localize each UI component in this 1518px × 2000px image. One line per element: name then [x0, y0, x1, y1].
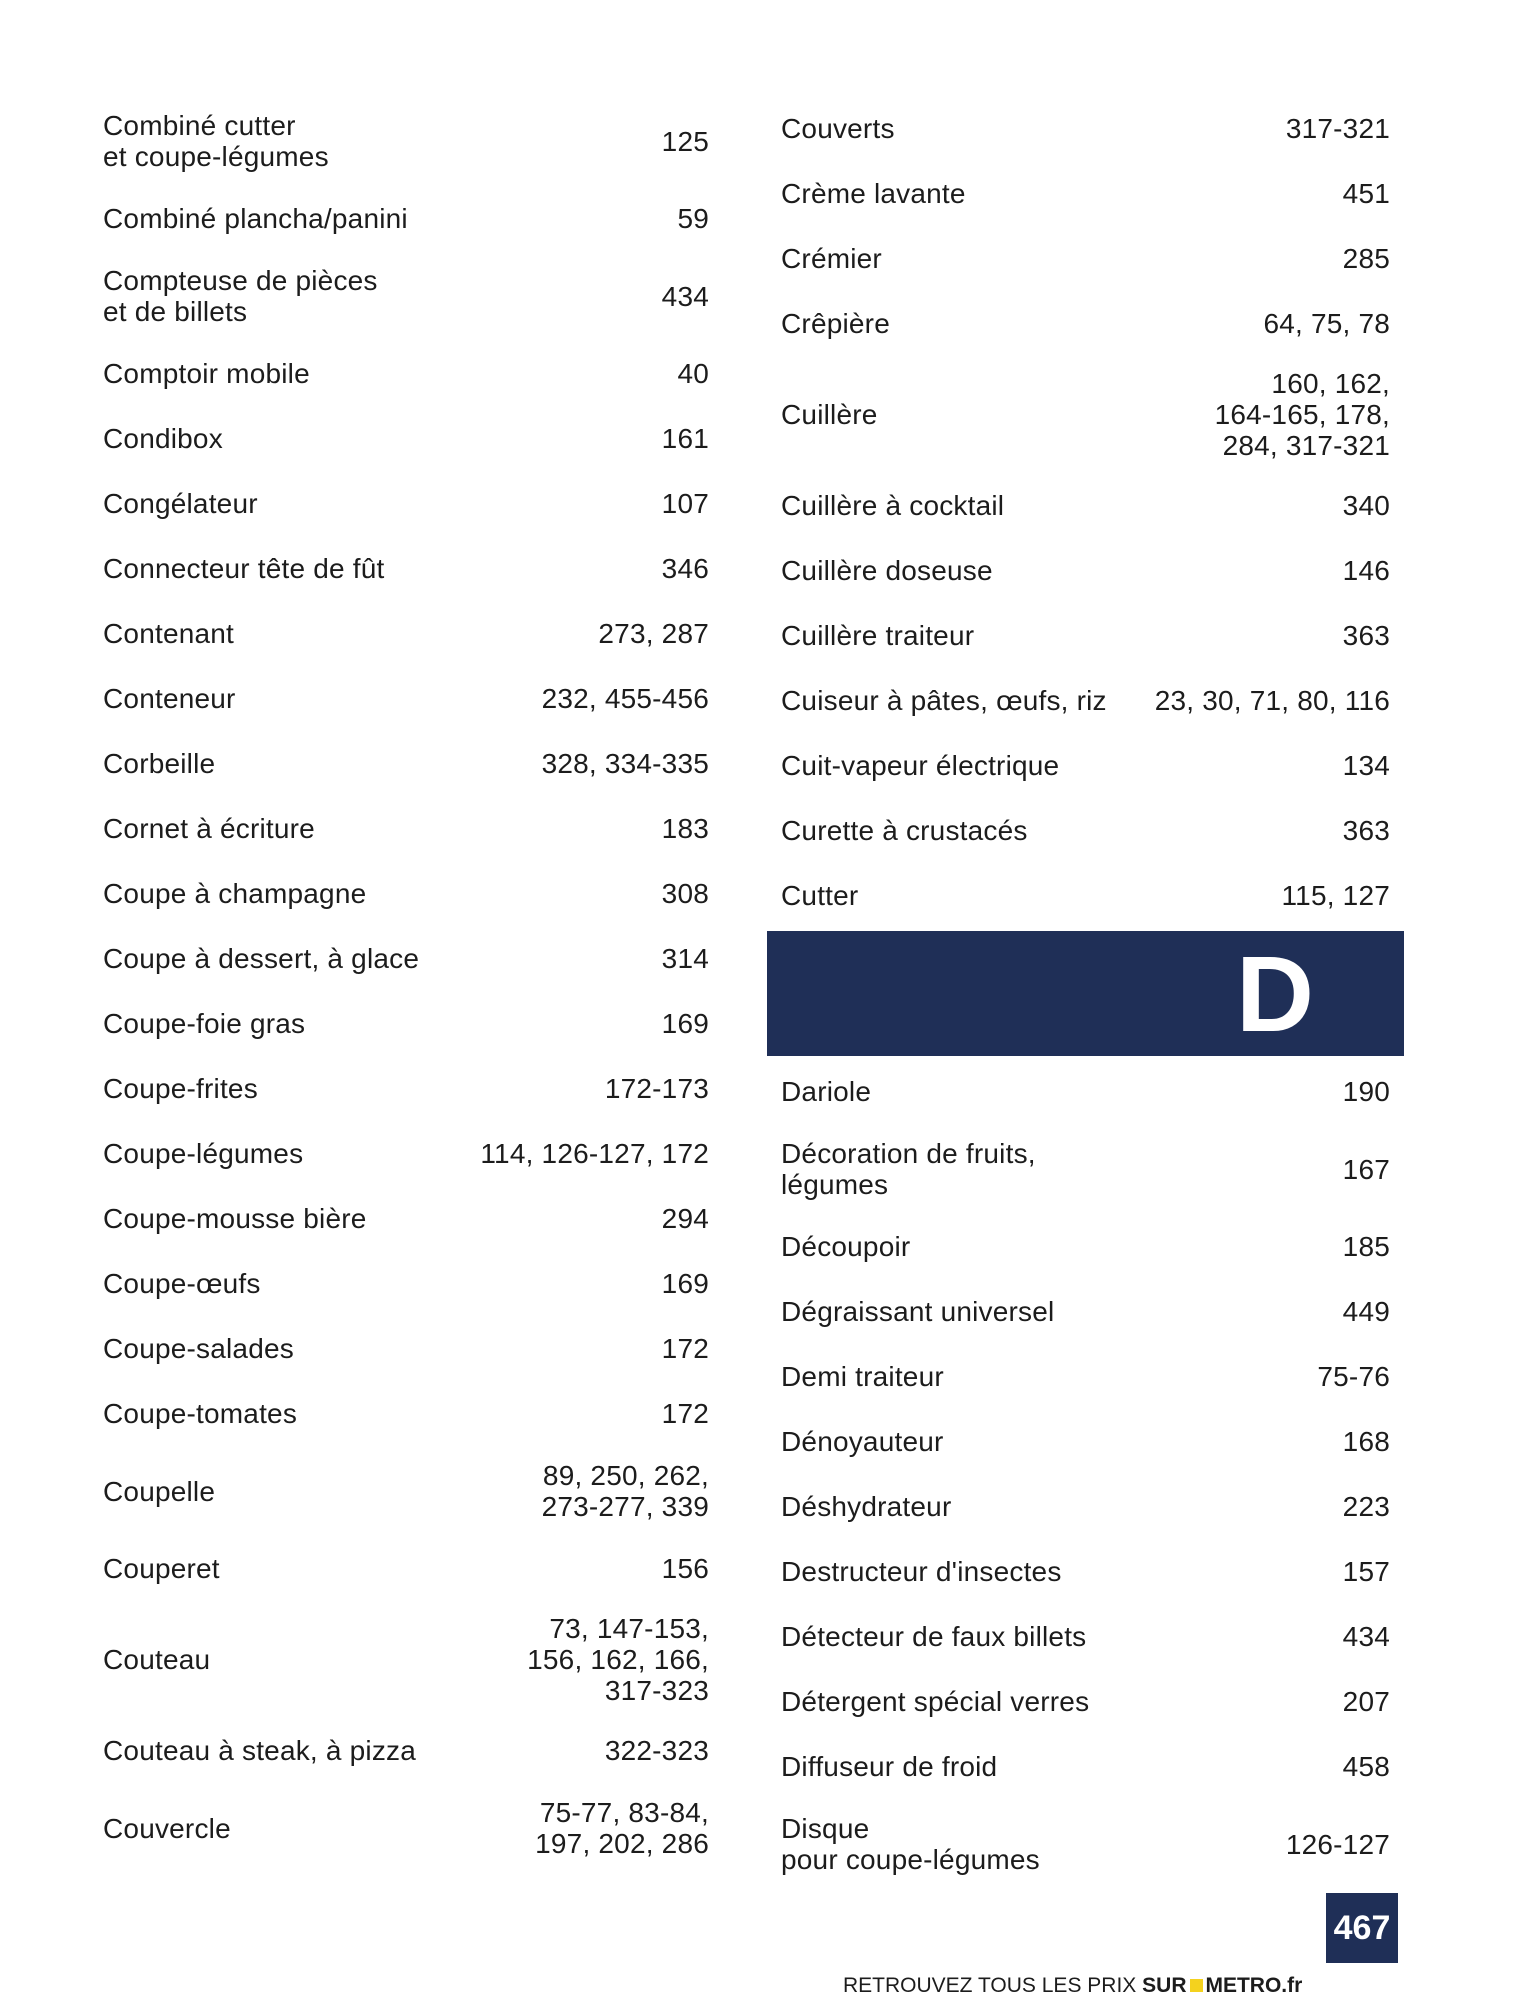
index-pages: 89, 250, 262, 273-277, 339 — [541, 1460, 709, 1522]
index-term: Coupe-tomates — [103, 1398, 298, 1429]
footer-tagline — [843, 1972, 1302, 2000]
index-term: Dénoyauteur — [781, 1426, 944, 1457]
index-term: Combiné cutter et coupe-légumes — [103, 110, 329, 172]
index-term: Couteau — [103, 1644, 211, 1675]
index-term: Couperet — [103, 1553, 220, 1584]
index-pages: 183 — [661, 813, 709, 844]
index-term: Coupe-mousse bière — [103, 1203, 367, 1234]
index-term: Dariole — [781, 1076, 872, 1107]
index-pages: 190 — [1342, 1076, 1390, 1107]
index-pages: 322-323 — [604, 1735, 709, 1766]
index-pages: 314 — [661, 943, 709, 974]
index-term: Comptoir mobile — [103, 358, 310, 389]
metro-logo-icon — [1190, 1979, 1203, 1992]
index-entry — [781, 668, 1390, 733]
index-pages: 185 — [1342, 1231, 1390, 1262]
index-pages: 232, 455-456 — [541, 683, 709, 714]
section-letter: D — [1236, 933, 1314, 1054]
index-pages: 40 — [677, 358, 709, 389]
index-entry — [103, 1381, 709, 1446]
index-pages: 172 — [661, 1398, 709, 1429]
index-pages: 167 — [1342, 1153, 1390, 1185]
index-term: Coupe à champagne — [103, 878, 367, 909]
index-entry — [781, 96, 1390, 161]
footer-sur: SUR — [1142, 1974, 1187, 1997]
index-pages: 328, 334-335 — [541, 748, 709, 779]
index-entry — [781, 1409, 1390, 1474]
index-pages: 340 — [1342, 490, 1390, 521]
index-term: Cuillère à cocktail — [781, 490, 1005, 521]
index-term: Cuit-vapeur électrique — [781, 750, 1060, 781]
index-entry — [103, 1446, 709, 1536]
index-term: Demi traiteur — [781, 1361, 944, 1392]
index-term: Coupe-salades — [103, 1333, 294, 1364]
index-pages: 146 — [1342, 555, 1390, 586]
index-term: Détergent spécial verres — [781, 1686, 1090, 1717]
index-term: Coupe-foie gras — [103, 1008, 306, 1039]
index-entry — [103, 471, 709, 536]
index-term: Déshydrateur — [781, 1491, 952, 1522]
index-pages: 169 — [661, 1268, 709, 1299]
index-pages: 434 — [661, 280, 709, 312]
page-number: 467 — [1326, 1893, 1398, 1963]
index-term: Coupe-œufs — [103, 1268, 261, 1299]
index-pages: 23, 30, 71, 80, 116 — [1154, 685, 1390, 716]
index-pages: 126-127 — [1285, 1828, 1390, 1860]
index-term: Couverts — [781, 113, 895, 144]
index-entry — [103, 991, 709, 1056]
index-term: Couvercle — [103, 1812, 231, 1844]
index-term: Décoration de fruits, légumes — [781, 1138, 1036, 1200]
index-entry — [781, 1214, 1390, 1279]
index-pages: 172 — [661, 1333, 709, 1364]
index-term: Curette à crustacés — [781, 815, 1028, 846]
index-entry — [103, 536, 709, 601]
index-term: Cuillère — [781, 399, 878, 430]
index-entry — [103, 731, 709, 796]
index-entry — [781, 863, 1390, 928]
index-term: Contenant — [103, 618, 235, 649]
index-pages: 169 — [661, 1008, 709, 1039]
index-entry — [781, 161, 1390, 226]
index-term: Destructeur d'insectes — [781, 1556, 1062, 1587]
index-term: Combiné plancha/panini — [103, 203, 408, 234]
index-column-right — [781, 96, 1390, 1889]
index-pages: 125 — [661, 125, 709, 157]
index-entry — [781, 1734, 1390, 1799]
footer-text: RETROUVEZ TOUS LES PRIX — [843, 1974, 1143, 1997]
index-entry — [103, 601, 709, 666]
index-entry — [103, 926, 709, 991]
index-term: Cuillère traiteur — [781, 620, 975, 651]
index-entry — [103, 341, 709, 406]
index-term: Disque pour coupe-légumes — [781, 1813, 1040, 1875]
index-entry — [103, 1783, 709, 1873]
index-entry — [103, 186, 709, 251]
index-term: Cornet à écriture — [103, 813, 315, 844]
index-term: Coupe-frites — [103, 1073, 258, 1104]
index-term: Coupe à dessert, à glace — [103, 943, 420, 974]
index-term: Coupelle — [103, 1475, 216, 1507]
index-entry — [781, 733, 1390, 798]
index-pages: 207 — [1342, 1686, 1390, 1717]
index-term: Condibox — [103, 423, 223, 454]
footer-site[interactable]: METRO.fr — [1205, 1974, 1303, 1997]
section-letter-banner — [767, 931, 1404, 1056]
index-term: Conteneur — [103, 683, 236, 714]
index-term: Couteau à steak, à pizza — [103, 1735, 416, 1766]
index-term: Corbeille — [103, 748, 216, 779]
index-column-left — [103, 96, 709, 1873]
index-entry — [781, 291, 1390, 356]
index-pages: 64, 75, 78 — [1263, 308, 1390, 339]
index-pages: 317-321 — [1285, 113, 1390, 144]
index-pages: 115, 127 — [1281, 880, 1390, 911]
index-term: Compteuse de pièces et de billets — [103, 265, 378, 327]
index-entry — [781, 1604, 1390, 1669]
index-entry — [103, 1718, 709, 1783]
index-entry — [781, 1279, 1390, 1344]
index-entry — [781, 473, 1390, 538]
index-pages: 156 — [661, 1553, 709, 1584]
index-entry — [103, 96, 709, 186]
index-pages: 107 — [661, 488, 709, 519]
index-entry — [781, 1059, 1390, 1124]
index-entry — [781, 226, 1390, 291]
index-term: Découpoir — [781, 1231, 911, 1262]
index-entry — [103, 861, 709, 926]
index-entry — [103, 796, 709, 861]
index-pages: 294 — [661, 1203, 709, 1234]
index-term: Cuillère doseuse — [781, 555, 993, 586]
index-pages: 346 — [661, 553, 709, 584]
index-pages: 363 — [1342, 815, 1390, 846]
index-entry — [781, 798, 1390, 863]
index-pages: 157 — [1342, 1556, 1390, 1587]
index-term: Dégraissant universel — [781, 1296, 1055, 1327]
index-entry — [781, 356, 1390, 473]
index-entry — [781, 1124, 1390, 1214]
index-term: Connecteur tête de fût — [103, 553, 385, 584]
index-pages: 434 — [1342, 1621, 1390, 1652]
index-pages: 273, 287 — [598, 618, 709, 649]
index-term: Détecteur de faux billets — [781, 1621, 1087, 1652]
index-entry — [781, 1344, 1390, 1409]
index-term: Crème lavante — [781, 178, 966, 209]
index-entry — [781, 538, 1390, 603]
index-entry — [103, 1121, 709, 1186]
index-entry — [781, 1669, 1390, 1734]
index-pages: 172-173 — [604, 1073, 709, 1104]
index-pages: 114, 126-127, 172 — [480, 1138, 709, 1169]
index-entry — [103, 666, 709, 731]
index-pages: 458 — [1342, 1751, 1390, 1782]
index-entry — [103, 1186, 709, 1251]
index-term: Diffuseur de froid — [781, 1751, 998, 1782]
index-pages: 449 — [1342, 1296, 1390, 1327]
index-term: Congélateur — [103, 488, 258, 519]
index-pages: 75-76 — [1317, 1361, 1390, 1392]
index-pages: 59 — [677, 203, 709, 234]
index-pages: 285 — [1342, 243, 1390, 274]
index-entry — [103, 1056, 709, 1121]
index-pages: 223 — [1342, 1491, 1390, 1522]
index-pages: 363 — [1342, 620, 1390, 651]
index-term: Cutter — [781, 880, 859, 911]
index-pages: 161 — [661, 423, 709, 454]
index-pages: 168 — [1342, 1426, 1390, 1457]
index-pages: 308 — [661, 878, 709, 909]
index-entry — [103, 1316, 709, 1381]
index-pages: 75-77, 83-84, 197, 202, 286 — [535, 1797, 709, 1859]
index-pages: 73, 147-153, 156, 162, 166, 317-323 — [527, 1613, 709, 1706]
index-entry — [103, 406, 709, 471]
index-pages: 134 — [1342, 750, 1390, 781]
index-entry — [103, 251, 709, 341]
index-term: Coupe-légumes — [103, 1138, 304, 1169]
index-entry — [781, 603, 1390, 668]
index-entry — [781, 1799, 1390, 1889]
index-pages: 451 — [1342, 178, 1390, 209]
index-entry — [103, 1601, 709, 1718]
index-entry — [103, 1536, 709, 1601]
index-term: Crémier — [781, 243, 882, 274]
index-pages: 160, 162, 164-165, 178, 284, 317-321 — [1214, 368, 1390, 461]
index-entry — [103, 1251, 709, 1316]
index-term: Cuiseur à pâtes, œufs, riz — [781, 685, 1107, 716]
index-entry — [781, 1474, 1390, 1539]
index-term: Crêpière — [781, 308, 890, 339]
index-entry — [781, 1539, 1390, 1604]
